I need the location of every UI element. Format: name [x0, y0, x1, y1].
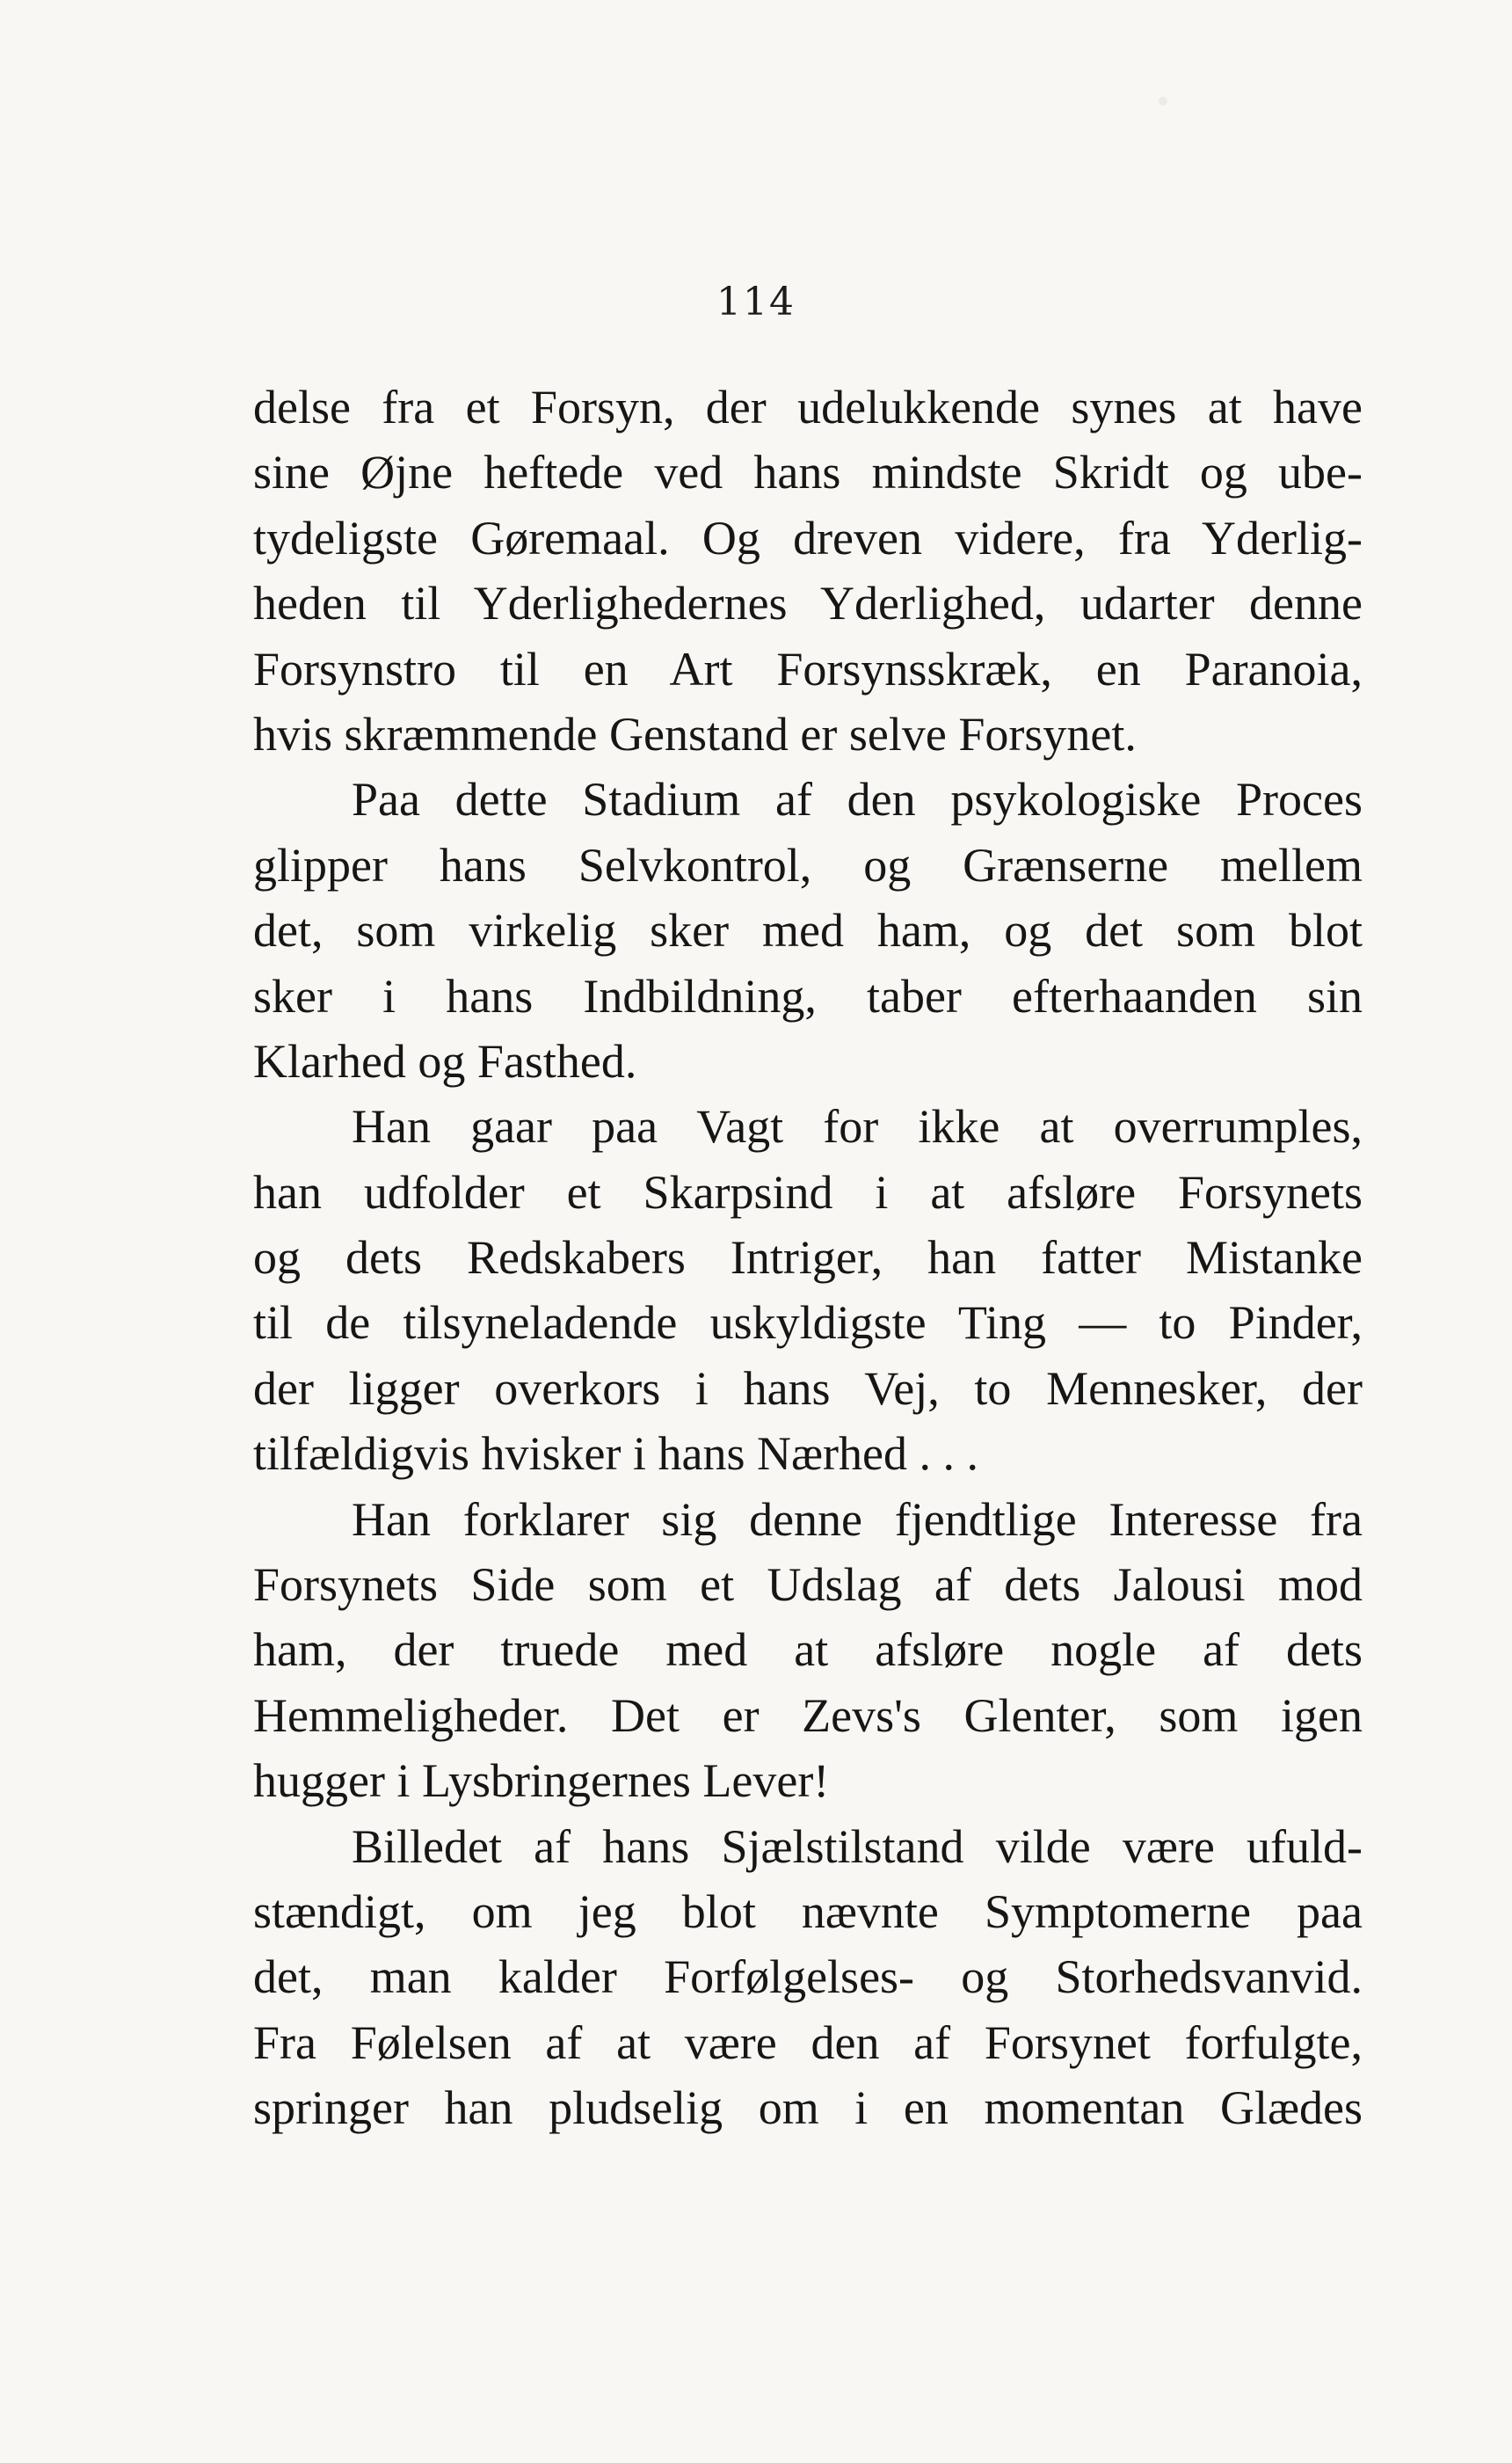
text-line: delse fra et Forsyn, der udelukkende synes at have — [253, 381, 1363, 434]
text-line: Forsynstro til en Art Forsynsskræk, en Paranoia, — [253, 642, 1363, 696]
text-line: der ligger overkors i hans Vej, to Mennesker, der — [253, 1361, 1363, 1415]
text-line: sine Øjne heftede ved hans mindste Skridt og ube- — [253, 446, 1363, 499]
text-line: til de tilsyneladende uskyldigste Ting — to Pinder, — [253, 1296, 1363, 1350]
text-line: han udfolder et Skarpsind i at afsløre Forsynets — [253, 1165, 1363, 1219]
text-line: og dets Redskabers Intriger, han fatter Mistanke — [253, 1231, 1363, 1285]
text-line: hvis skræmmende Genstand er selve Forsynet. — [253, 707, 1137, 761]
text-line: springer han pludselig om i en momentan Glædes — [253, 2081, 1363, 2135]
text-line: Billedet af hans Sjælstilstand vilde være ufuld- — [352, 1819, 1363, 1873]
body-text — [253, 375, 1363, 2141]
text-line: stændigt, om jeg blot nævnte Symptomerne paa — [253, 1884, 1363, 1938]
text-line: hugger i Lysbringernes Lever! — [253, 1754, 830, 1808]
text-line: sker i hans Indbildning, taber efterhaanden sin — [253, 969, 1363, 1023]
text-line: ham, der truede med at afsløre nogle af dets — [253, 1623, 1363, 1677]
page-number: 114 — [716, 280, 796, 324]
text-line: Fra Følelsen af at være den af Forsynet forfulgte, — [253, 2015, 1363, 2069]
text-line: Han gaar paa Vagt for ikke at overrumples, — [352, 1100, 1363, 1154]
text-line: det, som virkelig sker med ham, og det som blot — [253, 904, 1363, 958]
text-line: Paa dette Stadium af den psykologiske Proces — [352, 773, 1363, 827]
text-line: Klarhed og Fasthed. — [253, 1034, 637, 1088]
text-line: Forsynets Side som et Udslag af dets Jalousi mod — [253, 1558, 1363, 1612]
text-line: tydeligste Gøremaal. Og dreven videre, fra Yderlig- — [253, 511, 1363, 565]
text-line: Hemmeligheder. Det er Zevs's Glenter, som igen — [253, 1688, 1363, 1742]
text-line: glipper hans Selvkontrol, og Grænserne mellem — [253, 838, 1363, 892]
text-line: Han forklarer sig denne fjendtlige Interesse fra — [352, 1492, 1363, 1546]
paper-stain — [1159, 97, 1167, 106]
text-line: heden til Yderlighedernes Yderlighed, udarter denne — [253, 577, 1363, 630]
text-line: det, man kalder Forfølgelses- og Storhedsvanvid. — [253, 1950, 1363, 2004]
text-line: tilfældigvis hvisker i hans Nærhed . . . — [253, 1427, 978, 1481]
